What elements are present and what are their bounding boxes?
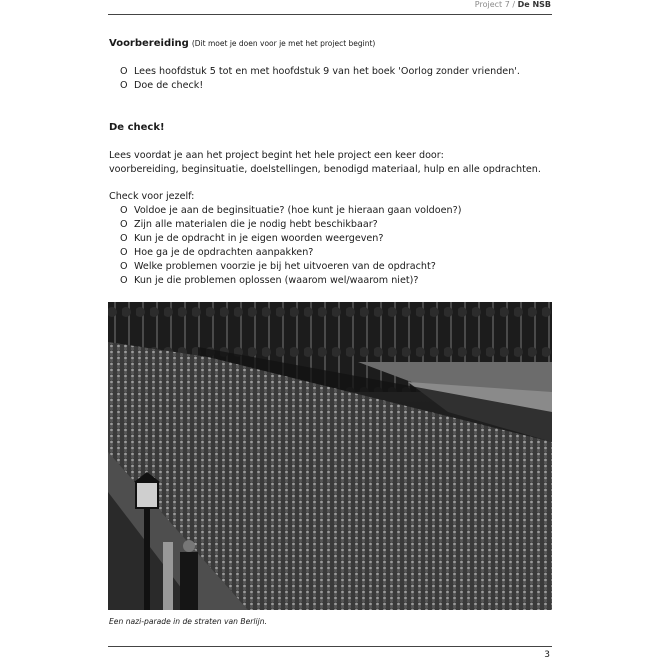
footer-rule	[108, 646, 552, 647]
circle-bullet-icon: O	[120, 66, 128, 77]
list-item-text: Lees hoofdstuk 5 tot en met hoofdstuk 9 van het boek 'Oorlog zonder vrienden'.	[134, 66, 520, 77]
list-item	[109, 218, 461, 232]
list-item	[109, 232, 461, 246]
list-item	[109, 274, 461, 288]
list-item-text: Zijn alle materialen die je nodig hebt beschikbaar?	[134, 219, 378, 230]
list-item-text: Kun je die problemen oplossen (waarom wel/waarom niet)?	[134, 275, 419, 286]
preparation-heading	[109, 37, 375, 51]
page-number: 3	[544, 650, 550, 660]
list-item-text: Voldoe je aan de beginsituatie? (hoe kunt je hieraan gaan voldoen?)	[134, 205, 462, 216]
photo-caption: Een nazi-parade in de straten van Berlijn.	[109, 617, 267, 626]
circle-bullet-icon: O	[120, 275, 128, 286]
self-check-label: Check voor jezelf:	[109, 191, 195, 202]
preparation-title: Voorbereiding	[109, 38, 189, 49]
parade-photo	[108, 302, 552, 610]
list-item	[109, 204, 461, 218]
circle-bullet-icon: O	[120, 261, 128, 272]
preparation-subtitle: (Dit moet je doen voor je met het project begint)	[191, 39, 376, 48]
circle-bullet-icon: O	[120, 219, 128, 230]
running-header: Project 7 / De NSB	[474, 0, 551, 9]
preparation-list	[109, 65, 520, 93]
circle-bullet-icon: O	[120, 233, 128, 244]
header-project-title: De NSB	[517, 0, 551, 9]
list-item	[109, 246, 461, 260]
check-intro-line-2: voorbereiding, beginsituatie, doelstellingen, benodigd materiaal, hulp en alle opdrachten.	[109, 164, 541, 175]
list-item-text: Doe de check!	[134, 80, 204, 91]
check-title: De check!	[109, 122, 165, 133]
list-item	[109, 65, 520, 79]
list-item-text: Welke problemen voorzie je bij het uitvoeren van de opdracht?	[134, 261, 436, 272]
check-intro	[109, 149, 541, 177]
circle-bullet-icon: O	[120, 205, 128, 216]
list-item-text: Kun je de opdracht in je eigen woorden weergeven?	[134, 233, 384, 244]
list-item	[109, 260, 461, 274]
list-item-text: Hoe ga je de opdrachten aanpakken?	[134, 247, 314, 258]
header-project-label: Project 7	[474, 0, 510, 9]
self-check-section	[109, 190, 461, 288]
check-intro-line-1: Lees voordat je aan het project begint het hele project een keer door:	[109, 150, 444, 161]
header-rule	[108, 14, 552, 15]
circle-bullet-icon: O	[120, 247, 128, 258]
circle-bullet-icon: O	[120, 80, 128, 91]
list-item	[109, 79, 520, 93]
